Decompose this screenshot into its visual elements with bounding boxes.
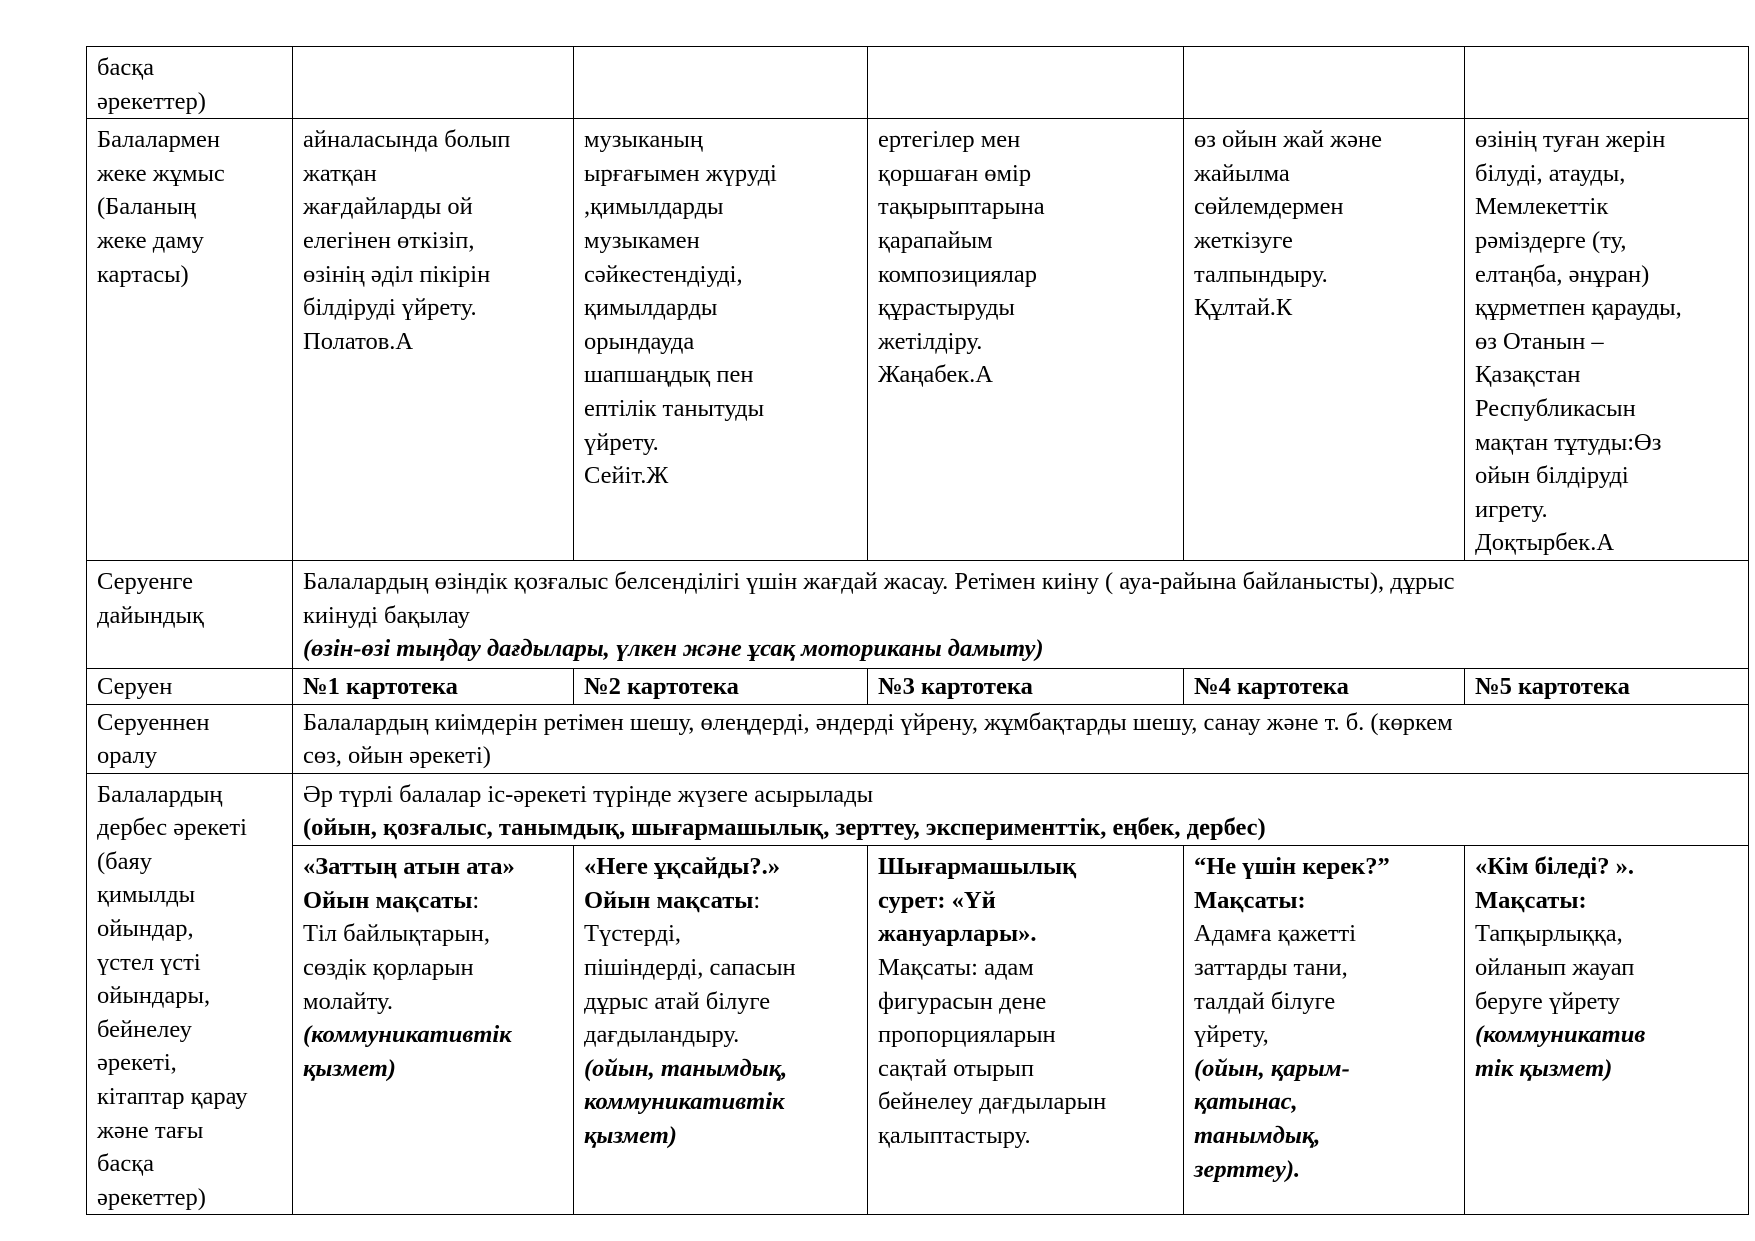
individual-cell-5: өзінің туған жерін білуді, атауды, Мемлекеттік рәміздерге (ту, елтаңба, әнұран) құрметпен қарауды, өз Отанын – Қазақстан Республикасын мақтан тұтуды:Өз ойын білдіруді игрету. Доқтырбек.А: [1465, 119, 1749, 561]
game-body: Адамға қажетті заттарды тани, талдай білуге үйрету,: [1194, 920, 1357, 1049]
game-cell-1: [293, 846, 574, 1215]
game-title: “Не үшін керек?”: [1194, 853, 1390, 881]
return-cell: Балалардың киімдерін ретімен шешу, өлеңдерді, әндерді үйрену, жұмбақтарды шешу, санау және т. б. (көркем сөз, ойын әрекеті): [293, 704, 1749, 773]
empty-cell: [1465, 47, 1749, 119]
row-label: Серуеннен оралу: [87, 704, 293, 773]
table-row-independent-intro: [87, 773, 1749, 846]
game-goal-colon: :: [472, 886, 480, 914]
table-row-walk: [87, 668, 1749, 704]
independent-intro-activities: (ойын, қозғалыс, танымдық, шығармашылық, зерттеу, эксперименттік, еңбек, дербес): [303, 814, 1266, 842]
walk-card-1: №1 картотека: [293, 668, 574, 704]
game-cell-5: [1465, 846, 1749, 1215]
game-title: «Кім біледі? ».: [1475, 853, 1634, 881]
game-goal-label: Мақсаты:: [1475, 886, 1587, 914]
row-label: Балалармен жеке жұмыс (Баланың жеке даму картасы): [87, 119, 293, 561]
game-goal-label: Ойын мақсаты: [584, 886, 754, 914]
game-cell-3: [868, 846, 1184, 1215]
empty-cell: [574, 47, 868, 119]
walk-prep-cell: [293, 560, 1749, 668]
independent-intro-text: Әр түрлі балалар іс-әрекеті түрінде жүзеге асырылады: [303, 780, 874, 808]
game-note: (ойын, танымдық, коммуникативтік қызмет): [584, 1054, 788, 1150]
walk-card-2: №2 картотека: [574, 668, 868, 704]
game-cell-4: [1184, 846, 1465, 1215]
game-body: Түстерді, пішіндерді, сапасын дұрыс атай білуге дағдыландыру.: [584, 920, 796, 1049]
game-title: «Неге ұқсайды?.»: [584, 853, 781, 881]
individual-cell-1: айналасында болып жатқан жағдайларды ой елегінен өткізіп, өзінің әділ пікірін білдіруді үйрету. Полатов.А: [293, 119, 574, 561]
row-label: Серуенге дайындық: [87, 560, 293, 668]
walk-prep-note: (өзін-өзі тыңдау дағдылары, үлкен және ұсақ моториканы дамыту): [303, 635, 1044, 663]
game-note: (коммуникатив тік қызмет): [1475, 1021, 1646, 1082]
game-goal-colon: :: [753, 886, 761, 914]
game-body: Тапқырлыққа, ойланып жауап беруге үйрету: [1475, 920, 1635, 1015]
empty-cell: [1184, 47, 1465, 119]
individual-cell-3: ертегілер мен қоршаған өмір тақырыптарына қарапайым композициялар құрастыруды жетілдіру. Жаңабек.А: [868, 119, 1184, 561]
table-row-continued: [87, 47, 1749, 119]
game-body: Тіл байлықтарын, сөздік қорларын молайту.: [303, 920, 490, 1015]
row-label: басқа әрекеттер): [87, 47, 293, 119]
empty-cell: [293, 47, 574, 119]
plan-table: [86, 46, 1749, 1215]
table-row-walk-prep: [87, 560, 1749, 668]
independent-intro-cell: [293, 773, 1749, 846]
table-row-independent-games: [87, 846, 1749, 1215]
table-row-individual-work: [87, 119, 1749, 561]
game-note: (коммуникативтік қызмет): [303, 1021, 512, 1082]
walk-card-5: №5 картотека: [1465, 668, 1749, 704]
game-cell-2: [574, 846, 868, 1215]
game-goal-label: Ойын мақсаты: [303, 886, 473, 914]
walk-card-4: №4 картотека: [1184, 668, 1465, 704]
document-page: [86, 46, 1748, 1215]
game-title: «Заттың атын ата»: [303, 853, 515, 881]
game-body: Мақсаты: адам фигурасын дене пропорцияларын сақтай отырып бейнелеу дағдыларын қалыптастыру.: [878, 954, 1107, 1150]
row-label: Серуен: [87, 668, 293, 704]
game-goal-label: Мақсаты:: [1194, 886, 1306, 914]
table-row-return: [87, 704, 1749, 773]
empty-cell: [868, 47, 1184, 119]
walk-prep-text: Балалардың өзіндік қозғалыс белсенділігі үшін жағдай жасау. Ретімен киіну ( ауа-райына байланысты), дұрыс киінуді бақылау: [303, 567, 1455, 629]
row-label: Балалардың дербес әрекеті (баяу қимылды ойындар, үстел үсті ойындары, бейнелеу әрекеті, кітаптар қарау және тағы басқа әрекеттер): [87, 773, 293, 1215]
individual-cell-4: өз ойын жай және жайылма сөйлемдермен жеткізуге талпындыру. Құлтай.К: [1184, 119, 1465, 561]
walk-card-3: №3 картотека: [868, 668, 1184, 704]
game-title: Шығармашылық сурет: «Үй жануарлары».: [878, 853, 1077, 948]
individual-cell-2: музыканың ырғағымен жүруді ,қимылдарды музыкамен сәйкестендіуді, қимылдарды орындауда шапшаңдық пен ептілік танытуды үйрету. Сейіт.Ж: [574, 119, 868, 561]
game-note: (ойын, қарым- қатынас, танымдық, зерттеу).: [1194, 1054, 1350, 1183]
